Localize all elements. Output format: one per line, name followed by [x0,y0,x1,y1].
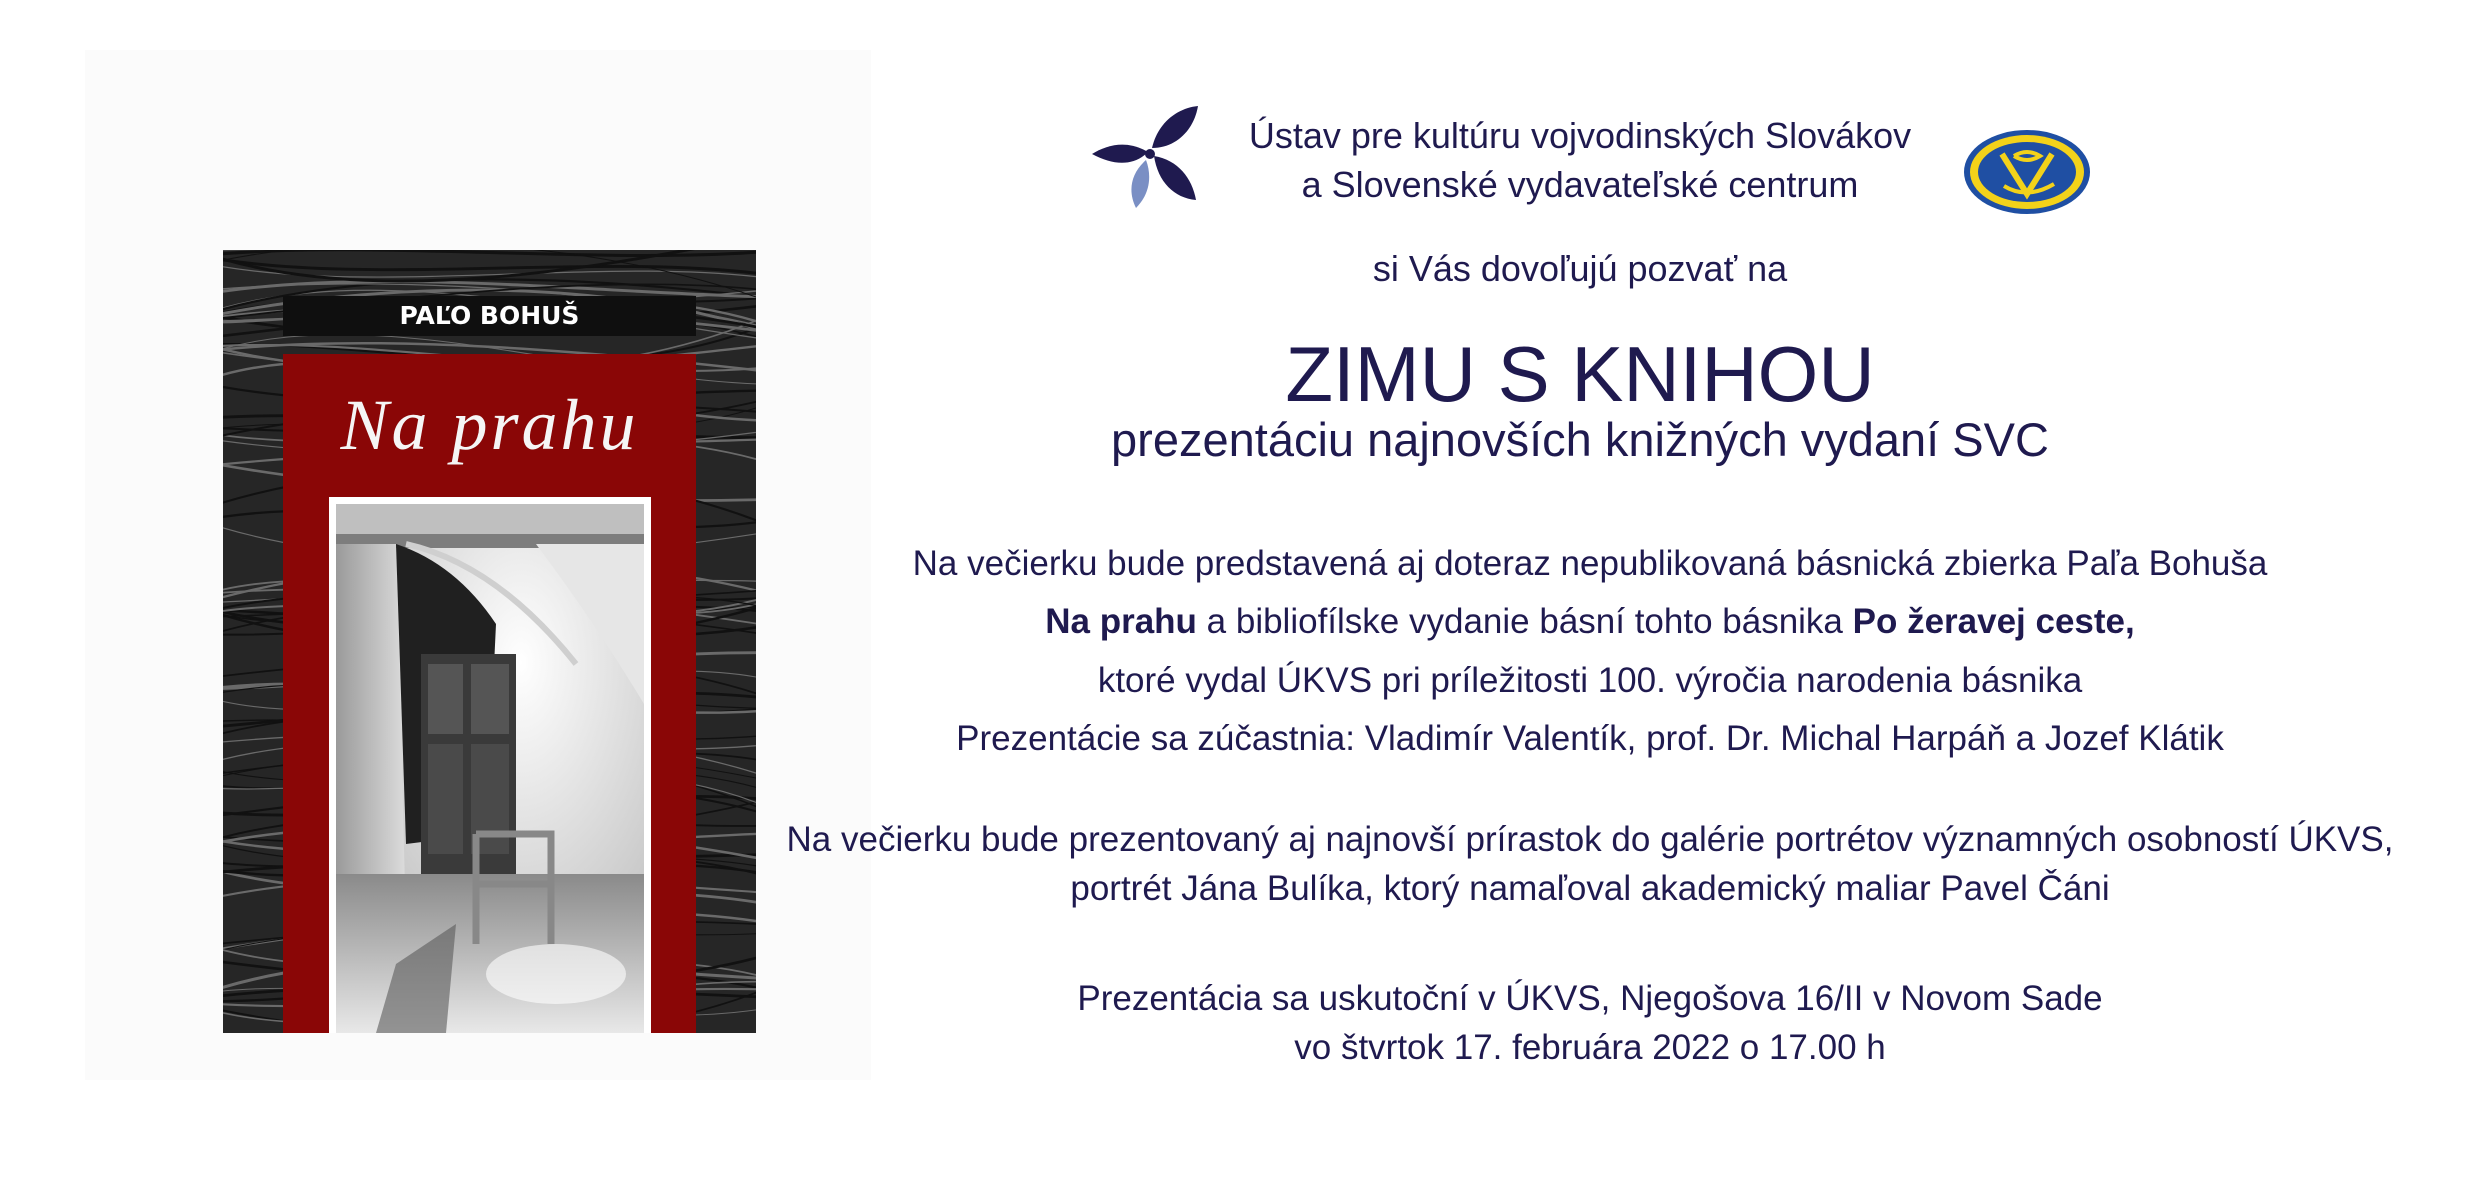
paragraph-5: Na večierku bude prezentovaný aj najnovší prírastok do galérie portrétov významných osobností ÚKVS, [786,820,2394,859]
book-photo-frame [329,497,651,1033]
paragraph-2 [700,602,2480,642]
book-cover [223,250,756,1033]
paragraph-2-text: a bibliofílske vydanie básní tohto básnika [1196,602,1853,641]
paragraph-4: Prezentácie sa zúčastnia: Vladimír Valentík, prof. Dr. Michal Harpáň a Jozef Klátik [956,719,2224,758]
organizer-line-2: a Slovenské vydavateľské centrum [1301,164,1859,205]
venue-line: Prezentácia sa uskutoční v ÚKVS, Njegošova 16/II v Novom Sade [1077,979,2103,1018]
event-subtitle: prezentáciu najnovších knižných vydaní SVC [1111,413,2049,466]
book-red-frame [283,354,696,1033]
organizer-line-1: Ústav pre kultúru vojvodinských Slovákov [1248,115,1912,156]
second-book-title-bold: Po žeravej ceste, [1852,602,2135,641]
invitation-intro: si Vás dovoľujú pozvať na [1372,248,1788,289]
paragraph-1: Na večierku bude predstavená aj doteraz nepublikovaná básnická zbierka Paľa Bohuša [912,544,2268,583]
book-author: PAĽO BOHUŠ [283,296,696,336]
svc-emblem-icon [1962,128,2092,216]
paragraph-6: portrét Jána Bulíka, ktorý namaľoval akademický maliar Pavel Čáni [1070,869,2110,908]
flower-logo-icon [1090,104,1210,216]
book-title: Na prahu [340,385,639,465]
date-line: vo štvrtok 17. februára 2022 o 17.00 h [1294,1028,1886,1067]
doorway-photo [336,504,644,1033]
book-title-bold: Na prahu [1045,602,1197,641]
event-title: ZIMU S KNIHOU [1285,330,1875,418]
paragraph-3: ktoré vydal ÚKVS pri príležitosti 100. výročia narodenia básnika [1097,661,2083,700]
